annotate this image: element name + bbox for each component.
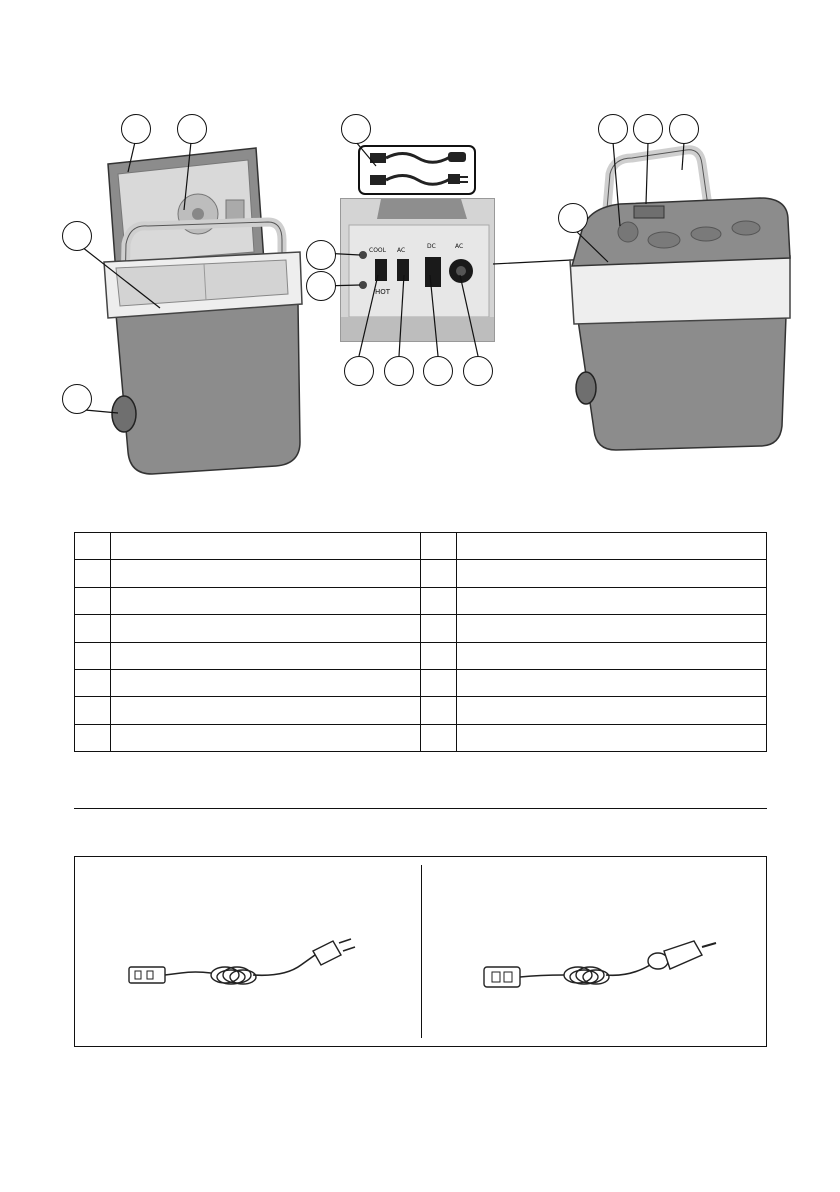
part-description-left: [111, 724, 421, 751]
part-number-left: [75, 724, 111, 751]
part-number-right: [421, 587, 457, 614]
table-row: [75, 615, 767, 642]
callout-cables: [341, 114, 371, 144]
ac-socket-label: AC: [455, 243, 464, 250]
callout-lid: [121, 114, 151, 144]
part-number-left: [75, 642, 111, 669]
accessories-divider: [421, 865, 422, 1038]
table-row: [75, 587, 767, 614]
part-description-left: [111, 587, 421, 614]
part-number-right: [421, 533, 457, 560]
part-number-right: [421, 724, 457, 751]
part-description-right: [457, 697, 767, 724]
callout-divider: [62, 221, 92, 251]
part-description-right: [457, 560, 767, 587]
accessories-box: [74, 856, 767, 1047]
parts-table: [74, 532, 767, 752]
part-number-right: [421, 560, 457, 587]
callout-hot-light: [306, 271, 336, 301]
callout-wheel: [62, 384, 92, 414]
cool-label: COOL: [369, 247, 386, 254]
callout-panel-location: [558, 203, 588, 233]
callout-power-switch: [384, 356, 414, 386]
part-number-right: [421, 697, 457, 724]
part-number-right: [421, 642, 457, 669]
part-number-right: [421, 669, 457, 696]
callout-latch: [633, 114, 663, 144]
dc-label: DC: [427, 243, 436, 250]
part-description-right: [457, 669, 767, 696]
part-number-left: [75, 697, 111, 724]
callout-handle: [669, 114, 699, 144]
part-number-left: [75, 615, 111, 642]
part-description-left: [111, 642, 421, 669]
part-number-right: [421, 615, 457, 642]
part-description-right: [457, 615, 767, 642]
part-number-left: [75, 533, 111, 560]
callout-leader-lines: [0, 0, 840, 500]
callout-cool-light: [306, 240, 336, 270]
ac-power-cable-icon: [125, 937, 375, 997]
callout-ac-socket: [463, 356, 493, 386]
table-row: [75, 697, 767, 724]
part-number-left: [75, 587, 111, 614]
part-description-left: [111, 697, 421, 724]
table-row: [75, 724, 767, 751]
part-description-left: [111, 615, 421, 642]
table-row: [75, 560, 767, 587]
callout-dc-socket: [423, 356, 453, 386]
dc-car-cable-icon: [480, 935, 730, 1001]
part-description-right: [457, 724, 767, 751]
part-description-right: [457, 533, 767, 560]
table-row: [75, 533, 767, 560]
hot-label: HOT: [375, 288, 391, 296]
part-description-right: [457, 642, 767, 669]
callout-vent: [598, 114, 628, 144]
part-description-left: [111, 560, 421, 587]
ac-label-top: AC: [397, 247, 406, 254]
callout-fan: [177, 114, 207, 144]
callout-mode-switch: [344, 356, 374, 386]
part-description-left: [111, 669, 421, 696]
part-description-right: [457, 587, 767, 614]
table-row: [75, 669, 767, 696]
section-divider: [74, 808, 767, 809]
part-number-left: [75, 560, 111, 587]
table-row: [75, 642, 767, 669]
part-number-left: [75, 669, 111, 696]
part-description-left: [111, 533, 421, 560]
